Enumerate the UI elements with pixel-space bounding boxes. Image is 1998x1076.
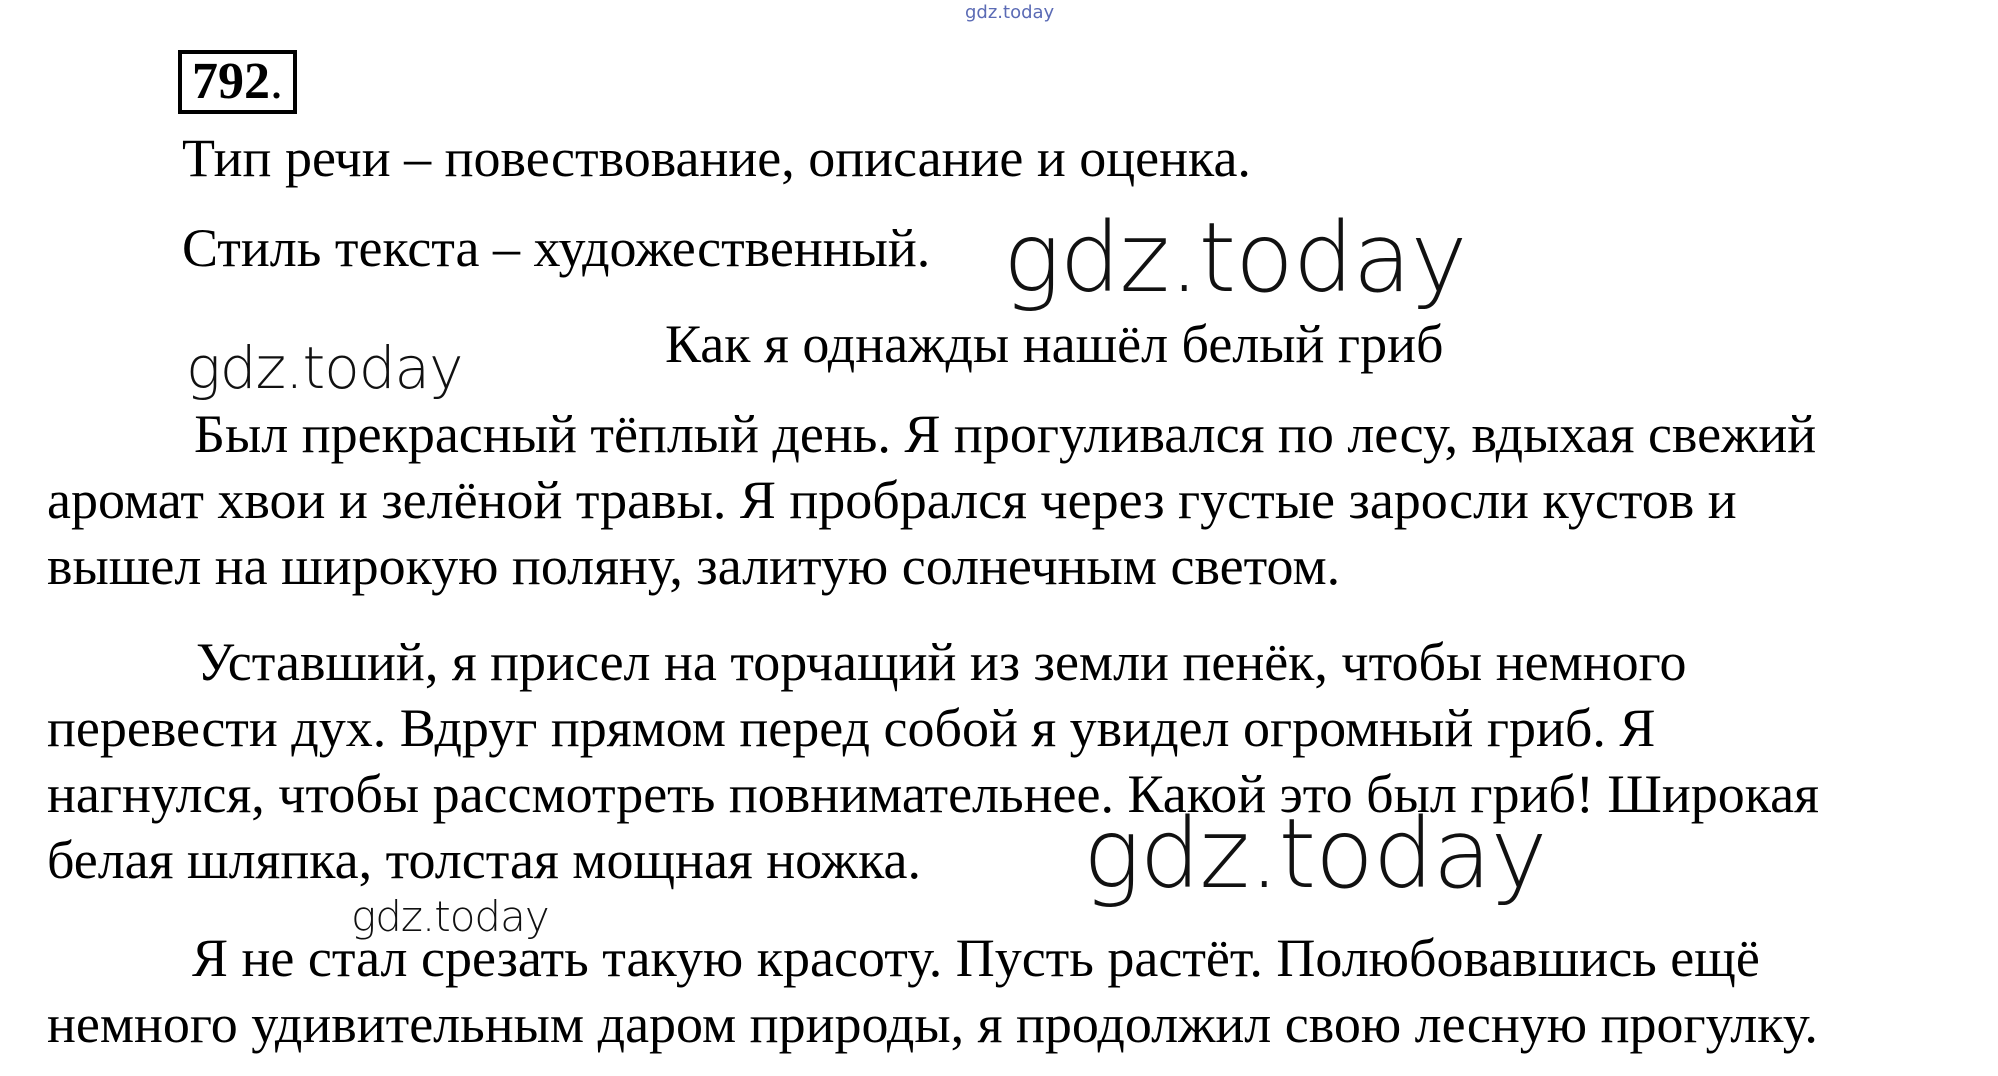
exercise-number-value: 792 bbox=[192, 53, 270, 110]
essay-title: Как я однажды нашёл белый гриб bbox=[665, 314, 1444, 374]
text-style-line: Стиль текста – художественный. bbox=[182, 218, 931, 278]
watermark-top: gdz.today bbox=[965, 2, 1055, 23]
paragraph-1-line-1: Был прекрасный тёплый день. Я прогуливался по лесу, вдыхая свежий bbox=[194, 404, 1817, 464]
watermark-2: gdz.today bbox=[186, 334, 463, 402]
paragraph-3-line-2: немного удивительным даром природы, я продолжил свою лесную прогулку. bbox=[47, 994, 1818, 1054]
speech-type-line: Тип речи – повествование, описание и оценка. bbox=[182, 128, 1251, 188]
paragraph-2-line-4: белая шляпка, толстая мощная ножка. bbox=[47, 830, 921, 890]
watermark-3: gdz.today bbox=[1083, 798, 1547, 910]
paragraph-1-line-2: аромат хвои и зелёной травы. Я пробрался через густые заросли кустов и bbox=[47, 470, 1737, 530]
watermark-4: gdz.today bbox=[351, 892, 549, 941]
paragraph-2-line-1: Уставший, я присел на торчащий из земли пенёк, чтобы немного bbox=[196, 632, 1687, 692]
paragraph-1-line-3: вышел на широкую поляну, залитую солнечным светом. bbox=[47, 536, 1341, 596]
paragraph-2-line-2: перевести дух. Вдруг прямом перед собой я увидел огромный гриб. Я bbox=[47, 698, 1656, 758]
exercise-number-dot: . bbox=[270, 53, 283, 110]
paragraph-2-line-3: нагнулся, чтобы рассмотреть повнимательнее. Какой это был гриб! Широкая bbox=[47, 764, 1819, 824]
exercise-number bbox=[178, 50, 297, 114]
watermark-1: gdz.today bbox=[1003, 202, 1467, 314]
paragraph-3-line-1: Я не стал срезать такую красоту. Пусть растёт. Полюбовавшись ещё bbox=[192, 928, 1760, 988]
